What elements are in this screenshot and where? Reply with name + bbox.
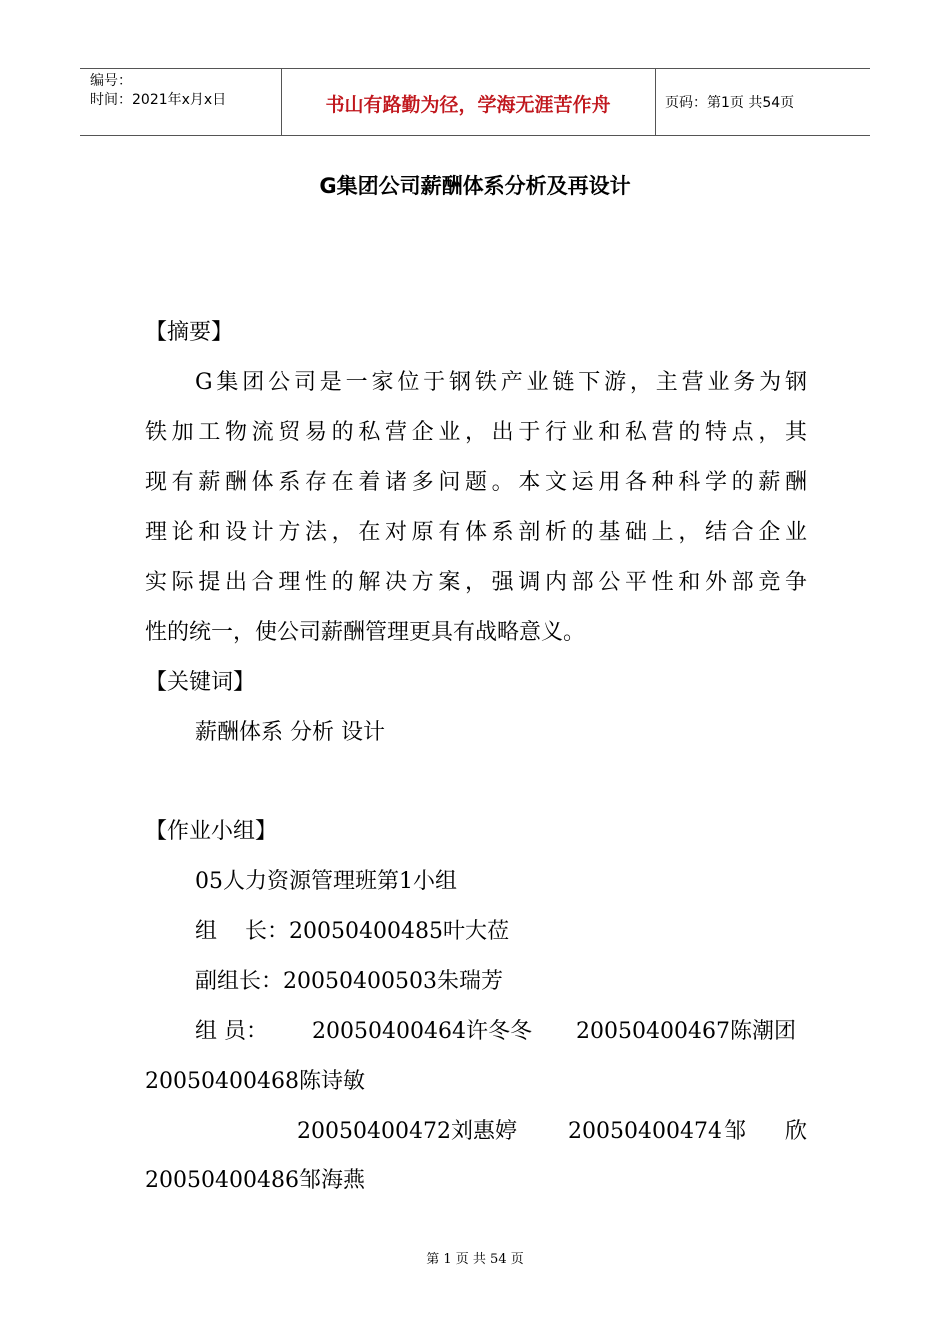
keywords-heading: 【关键词】 bbox=[145, 670, 256, 695]
header-page-info: 页码：第1页 共54页 bbox=[665, 95, 795, 111]
group-member: 20050400472刘惠婷 bbox=[297, 1119, 517, 1144]
header-time-label: 时间：2021年x月x日 bbox=[90, 92, 227, 108]
abstract-line: 现有薪酬体系存在着诸多问题。本文运用各种科学的薪酬 bbox=[145, 470, 807, 495]
group-vice-row bbox=[195, 967, 503, 997]
document-title: G集团公司薪酬体系分析及再设计 bbox=[319, 174, 631, 198]
group-member: 20050400467陈潮团 bbox=[576, 1019, 796, 1044]
group-leader-row bbox=[195, 917, 509, 947]
group-vice-label: 副组长： bbox=[195, 969, 284, 994]
header-bottom-border bbox=[80, 135, 870, 136]
group-leader-label: 组 长： bbox=[195, 919, 289, 944]
header-divider-right bbox=[655, 68, 656, 136]
abstract-line: G集团公司是一家位于钢铁产业链下游，主营业务为钢 bbox=[195, 370, 807, 395]
header-top-border bbox=[80, 68, 870, 69]
group-member: 20050400474邹 欣 bbox=[568, 1119, 807, 1144]
group-member: 20050400468陈诗敏 bbox=[145, 1069, 365, 1094]
abstract-line: 实际提出合理性的解决方案，强调内部公平性和外部竞争 bbox=[145, 570, 807, 595]
group-vice-value: 20050400503朱瑞芳 bbox=[283, 969, 503, 994]
header-number-label: 编号： bbox=[90, 73, 132, 89]
group-class-line: 05人力资源管理班第1小组 bbox=[195, 869, 457, 894]
group-member: 20050400486邹海燕 bbox=[145, 1168, 365, 1193]
page-footer: 第 1 页 共 54 页 bbox=[426, 1252, 524, 1267]
abstract-line: 性的统一，使公司薪酬管理更具有战略意义。 bbox=[145, 620, 586, 645]
group-members-label: 组 员： bbox=[195, 1019, 268, 1044]
header-motto: 书山有路勤为径，学海无涯苦作舟 bbox=[325, 94, 611, 116]
group-heading: 【作业小组】 bbox=[145, 819, 278, 844]
keywords-text: 薪酬体系 分析 设计 bbox=[195, 720, 385, 745]
abstract-line: 理论和设计方法，在对原有体系剖析的基础上，结合企业 bbox=[145, 520, 807, 545]
abstract-heading: 【摘要】 bbox=[145, 320, 234, 345]
group-member: 20050400464许冬冬 bbox=[312, 1019, 532, 1044]
abstract-line: 铁加工物流贸易的私营企业，出于行业和私营的特点，其 bbox=[145, 420, 807, 445]
group-leader-value: 20050400485叶大莅 bbox=[288, 919, 509, 944]
